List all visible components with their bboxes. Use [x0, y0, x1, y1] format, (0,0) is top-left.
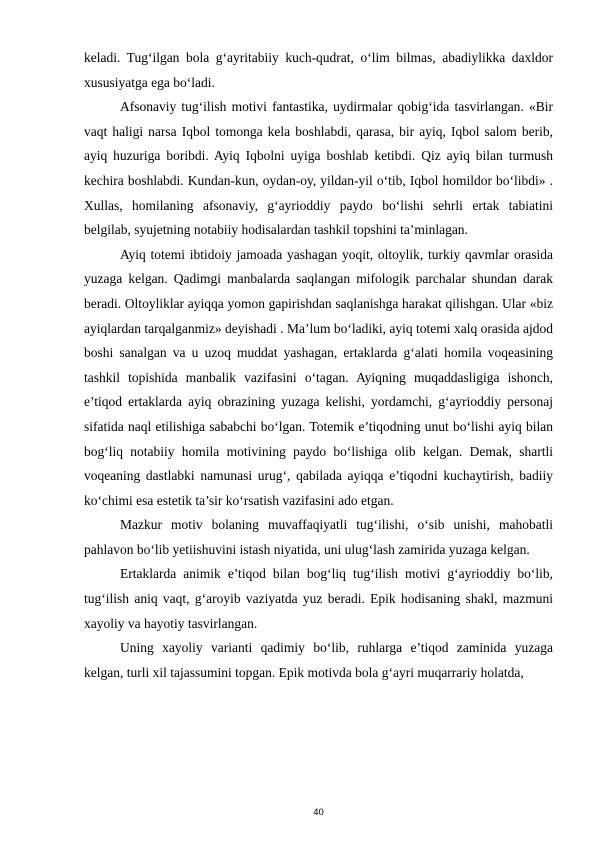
page-body [84, 46, 553, 685]
paragraph-1: keladi. Tug‘ilgan bola g‘ayritabiiy kuch-qudrat, o‘lim bilmas, abadiylikka daxldor xususiyatga ega bo‘ladi. [84, 50, 553, 90]
paragraph-4: Mazkur motiv bolaning muvaffaqiyatli tug‘ilishi, o‘sib unishi, mahobatli pahlavon bo‘lib yetiishuvini istash niyatida, uni ulug‘lash zamirida yuzaga kelgan. [84, 517, 553, 557]
paragraph-5: Ertaklarda animik e’tiqod bilan bog‘liq tug‘ilish motivi g‘ayrioddiy bo‘lib, tug‘ilish aniq vaqt, g‘aroyib vaziyatda yuz beradi. Epik hodisaning shakl, mazmuni xayoliy va hayotiy tasvirlangan. [84, 566, 553, 631]
paragraph-2: Afsonaviy tug‘ilish motivi fantastika, uydirmalar qobig‘ida tasvirlangan. «Bir vaqt haligi narsa Iqbol tomonga kela boshlabdi, qarasa, bir ayiq, Iqbol salom berib, ayiq huzuriga boribdi. Ayiq Iqbolni uyiga boshlab ketibdi. Qiz ayiq bilan turmush kechira boshlabdi. Kundan-kun, oydan-oy, yildan-yil o‘tib, Iqbol homildor bo‘libdi» . Xullas, homilaning afsonaviy, g‘ayrioddiy paydo bo‘lishi sehrli ertak tabiatini belgilab, syujetning notabiiy hodisalardan tashkil topshini ta’minlagan. [84, 99, 553, 238]
page-number: 40 [313, 807, 324, 818]
paragraph-6: Uning xayoliy varianti qadimiy bo‘lib, ruhlarga e’tiqod zaminida yuzaga kelgan, turli xil tajassumini topgan. Epik motivda bola g‘ayri muqarrariy holatda, [84, 640, 553, 680]
paragraph-3: Ayiq totemi ibtidoiy jamoada yashagan yoqit, oltoylik, turkiy qavmlar orasida yuzaga kelgan. Qadimgi manbalarda saqlangan mifologik parchalar shundan darak beradi. Oltoyliklar ayiqqa yomon gapirishdan saqlanishga harakat qilishgan. Ular «biz ayiqlardan tarqalganmiz» deyishadi . Ma’lum bo‘ladiki, ayiq totemi xalq orasida ajdod boshi sanalgan va u uzoq muddat yashagan, ertaklarda g‘alati homila voqeasining tashkil topishida manbalik vazifasini o‘tagan. Ayiqning muqaddasligiga ishonch, e’tiqod ertaklarda ayiq obrazining yuzaga kelishi, yordamchi, g‘ayrioddiy personaj sifatida naql etilishiga sababchi bo‘lgan. Totemik e’tiqodning unut bo‘lishi ayiq bilan bog‘liq notabiiy homila motivining paydo bo‘lishiga olib kelgan. Demak, shartli voqeaning dastlabki namunasi urug‘, qabilada ayiqqa e’tiqodni kuchaytirish, badiiy ko‘chimi esa estetik ta’sir ko‘rsatish vazifasini ado etgan. [84, 246, 553, 508]
